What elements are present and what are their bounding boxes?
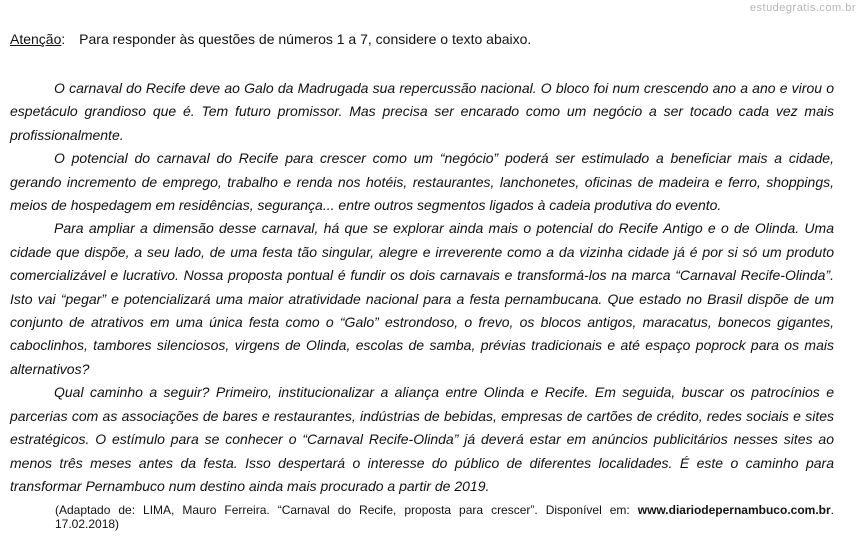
article-paragraph-4: Qual caminho a seguir? Primeiro, institucionalizar a aliança entre Olinda e Recife. Em seguida, buscar os patrocínios e parcerias com as associações de bares e restaurantes, indústrias de bebidas, empresas de cartões de crédito, redes sociais e sites estratégicos. O estímulo para se conhecer o “Carnaval Recife-Olinda” já deverá estar em anúncios publicitários nesses sites ao menos três meses antes da festa. Isso despertará o interesse do público de diferentes localidades. É este o caminho para transformar Pernambuco num destino ainda mais procurado a partir de 2019. [10, 384, 834, 494]
article-paragraph-2: O potencial do carnaval do Recife para crescer como um “negócio” poderá ser estimulado a beneficiar mais a cidade, gerando incremento de emprego, trabalho e renda nos hotéis, restaurantes, lanchonetes, oficinas de madeira e ferro, shoppings, meios de hospedagem em residências, segurança... entre outros segmentos ligados à cadeia produtiva do evento. [10, 150, 834, 214]
instruction-header [10, 30, 531, 48]
source-citation [55, 503, 834, 531]
article-paragraph-1: O carnaval do Recife deve ao Galo da Madrugada sua repercussão nacional. O bloco foi num crescendo ano a ano e virou o espetáculo grandioso que é. Tem futuro promissor. Mas precisa ser encarado como um negócio a ser tocado cada vez mais profissionalmente. [10, 80, 834, 143]
citation-date: . 17.02.2018) [55, 503, 834, 531]
attention-label: Atenção [10, 31, 62, 47]
citation-site: www.diariodepernambuco.com.br [637, 503, 831, 517]
citation-text: (Adaptado de: LIMA, Mauro Ferreira. “Carnaval do Recife, proposta para crescer”. Disponível em: [55, 503, 638, 517]
instruction-text: Para responder às questões de números 1 a 7, considere o texto abaixo. [79, 31, 532, 47]
article-body [10, 77, 834, 498]
attention-colon: : [61, 31, 66, 47]
article-paragraph-3: Para ampliar a dimensão desse carnaval, há que se explorar ainda mais o potencial do Recife Antigo e o de Olinda. Uma cidade que dispõe, a seu lado, de uma festa tão singular, alegre e irreverente como a da vizinha cidade já é por si só um produto comercializável e lucrativo. Nossa proposta pontual é fundir os dois carnavais e transformá-los na marca “Carnaval Recife-Olinda”. Isto vai “pegar” e potencializará uma maior atratividade nacional para a festa pernambucana. Que estado no Brasil dispõe de um conjunto de atrativos em uma única festa como o “Galo” estrondoso, o frevo, os blocos antigos, maracatus, bonecos gigantes, caboclinhos, tambores silenciosos, virgens de Olinda, escolas de samba, prévias tradicionais e até espaço poprock para os mais alternativos? [10, 220, 834, 377]
site-watermark: estudegratis.com.br [749, 2, 856, 14]
